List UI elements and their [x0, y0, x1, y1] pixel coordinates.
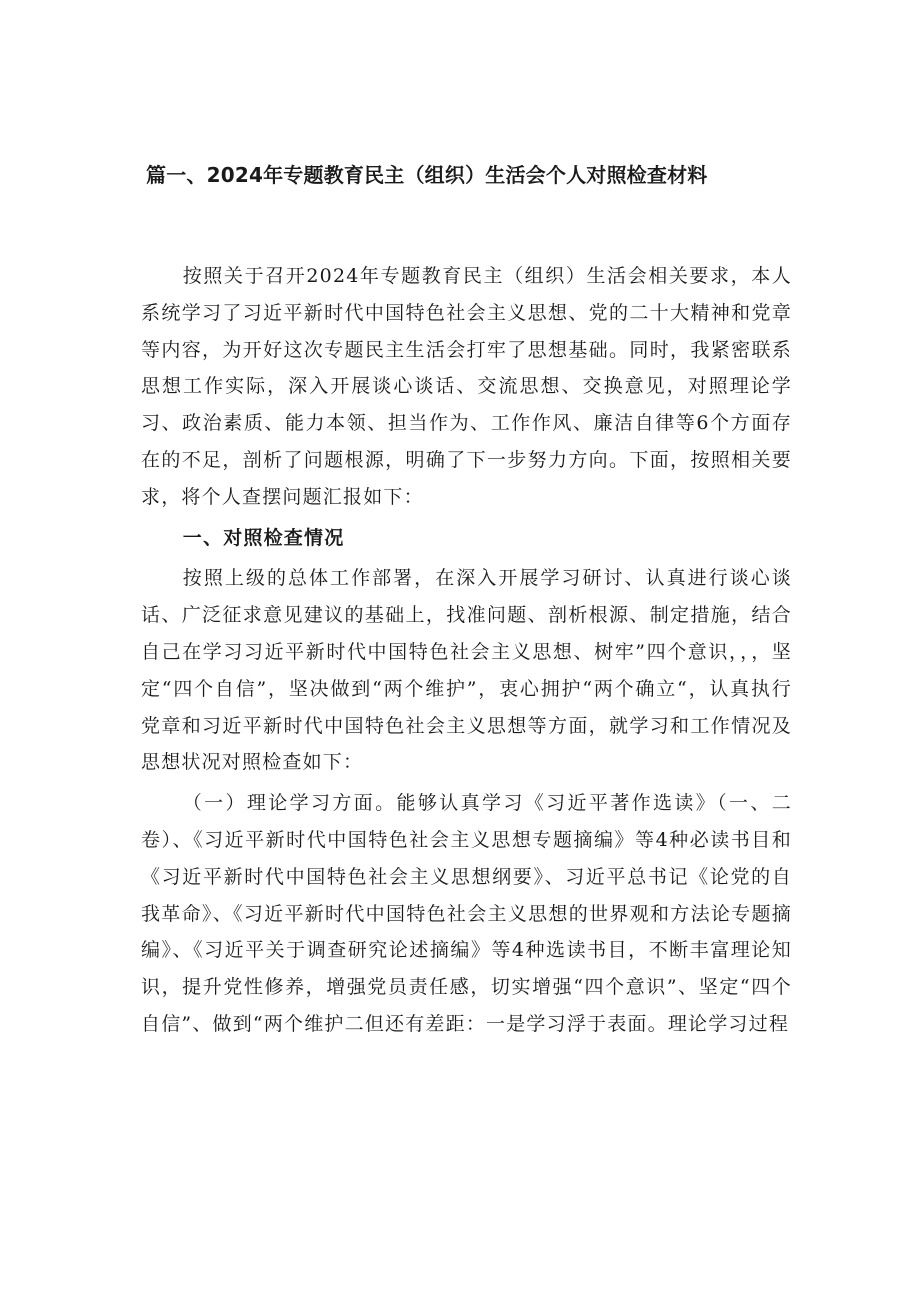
section-heading: 一、对照检查情况 — [182, 526, 345, 549]
document-title: 篇一、2024年专题教育民主（组织）生活会个人对照检查材料 — [146, 163, 708, 187]
check-paragraph: 按照上级的总体工作部署，在深入开展学习研讨、认真进行谈心谈话、广泛征求意见建议的基础上，找准问题、剖析根源、制定措施，结合自己在学习习近平新时代中国特色社会主义思想、树牢”四个意识，，，坚定“四个自信”，坚决做到“两个维护”，衷心拥护“两个确立“，认真执行党章和习近平新时代中国特色社会主义思想等方面，就学习和工作情况及思想状况对照检查如下： — [141, 567, 792, 774]
theory-study-paragraph: （一）理论学习方面。能够认真学习《习近平著作选读》（一、二卷）、《习近平新时代中国特色社会主义思想专题摘编》等4种必读书目和《习近平新时代中国特色社会主义思想纲要》、习近平总书记《论党的自我革命》、《习近平新时代中国特色社会主义思想的世界观和方法论专题摘编》、《习近平关于调查研究论述摘编》等4种选读书目，不断丰富理论知识，提升党性修养，增强党员责任感，切实增强“四个意识”、坚定“四个自信”、做到“两个维护二但还有差距：一是学习浮于表面。理论学习过程 — [141, 792, 792, 1035]
intro-paragraph: 按照关于召开2024年专题教育民主（组织）生活会相关要求，本人系统学习了习近平新时代中国特色社会主义思想、党的二十大精神和党章等内容，为开好这次专题民主生活会打牢了思想基础。同时，我紧密联系思想工作实际，深入开展谈心谈话、交流思想、交换意见，对照理论学习、政治素质、能力本领、担当作为、工作作风、廉洁自律等6个方面存在的不足，剖析了问题根源，明确了下一步努力方向。下面，按照相关要求，将个人查摆问题汇报如下： — [141, 265, 792, 508]
document-body — [141, 258, 792, 1043]
